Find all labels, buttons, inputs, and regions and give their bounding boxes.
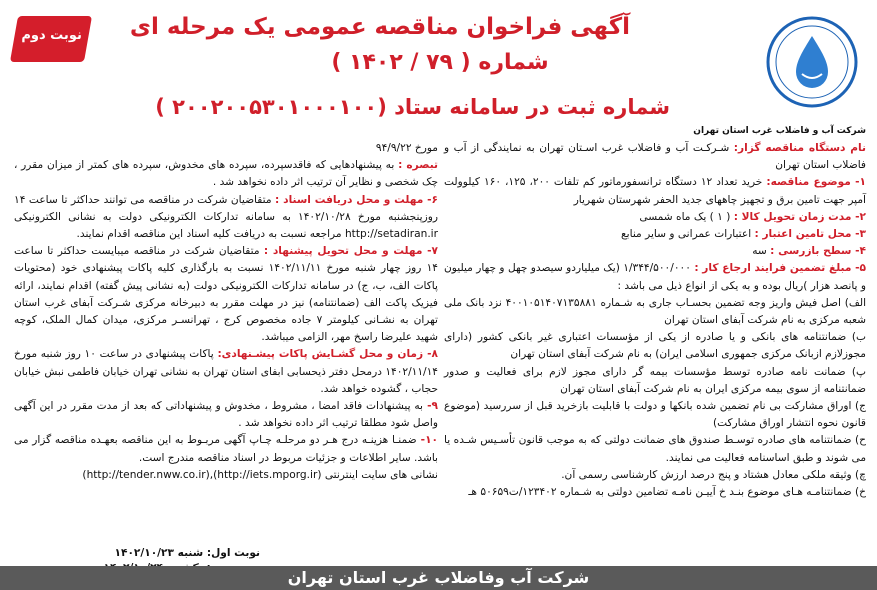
paragraph-text: اعتبارات عمرانی و سایر منابع	[621, 228, 755, 241]
paragraph-label: ۵- مبلغ تضمین فرایند ارجاع کار :	[694, 262, 867, 275]
notice-paragraph	[14, 157, 438, 191]
paragraph-label: ۱۰-	[416, 434, 438, 447]
left-column	[14, 140, 438, 484]
notice-paragraph	[444, 174, 866, 208]
paragraph-text: پ) ضمانت نامه صادره توسط مؤسسات بیمه گر دارای مجوز لازم برای فعالیت و صدور ضمانتنامه از سوی بیمه مرکزی ایران به نام شرکت آبفای استان تهران	[444, 365, 866, 395]
edition-badge-label: نوبت دوم	[21, 28, 82, 43]
paragraph-text: خرید تعداد ۱۲ دستگاه ترانسفورماتور کم تلفات ۲۰۰، ۱۲۵، ۱۶۰ کیلوولت آمپر جهت تامین برق و تجهیز چاههای جدید الحفر شهرستان شهریار	[444, 176, 866, 206]
footer-company-name: شرکت آب وفاضلاب غرب استان تهران	[0, 566, 877, 590]
edition-badge	[10, 16, 92, 62]
notice-paragraph	[444, 329, 866, 363]
company-logo-icon	[764, 14, 860, 110]
paragraph-label: تبصره :	[398, 159, 439, 172]
notice-paragraph	[14, 467, 438, 484]
notice-paragraph	[444, 260, 866, 294]
paragraph-label: ۳- محل تامین اعتبار :	[754, 228, 866, 241]
notice-paragraph	[444, 295, 866, 329]
notice-paragraph	[444, 398, 866, 432]
paragraph-label: ۷- مهلت و محل تحویل پیشنهاد :	[263, 245, 438, 258]
paragraph-text: متقاضیان شرکت در مناقصه میبایست حداکثر تا ساعت ۱۴ روز چهار شنبه مورخ ۱۴۰۲/۱۱/۱۱ نسبت به بارگذاری کلیه پاکات پیشنهادی خود (محتویات پاکات الف، ب، ج) در سامانه تدارکات الکترونیکی دولت (به نشانی پیش گفته) اقدام نمایند، ارائه فیزیک پاکت الف (ضمانتنامه) نیز در مهلت مقرر به دبیرخانه مرکزی شـرکت آبفای غرب استان تهران به نشـانی کیلومتر ۷ جاده مخصوص کرج ، تهرانسـر مرکزی، میدان کمال الملک، کوچه شهید علیرضا راسخ مهر، الزامی میباشد.	[14, 245, 438, 344]
notice-title: آگهی فراخوان مناقصه عمومی یک مرحله ای	[129, 14, 630, 40]
paragraph-text: ضمنـا هزینـه درج هـر دو مرحلـه چـاپ آگهی مربـوط به این مناقصه بعهـده مناقصه گزار می باشد. سایر اطلاعات و جزئیات مربوط در اسناد مناقصه مندرج است.	[14, 434, 438, 464]
setad-registration-number: شماره ثبت در سامانه ستاد (۲۰۰۲۰۰۵۳۰۱۰۰۰۱۰۰ )	[155, 95, 670, 119]
paragraph-text: ج) اوراق مشارکت بی نام تضمین شده بانکها و دولت با قابلیت بازخرید قبل از سررسید (موضوع قانون نحوه انتشار اوراق مشارکت)	[444, 400, 866, 430]
paragraph-text: مورخ ۹۴/۹/۲۲	[375, 142, 438, 154]
notice-paragraph	[14, 346, 438, 398]
paragraph-text: شـرکـت آب و فاضلاب غرب اسـتان تهران به نمایندگی از آب و فاضلاب استان تهران	[444, 142, 866, 172]
paragraph-text: خ) ضمانتنامـه هـای موضوع بنـد خ آییـن نامـه تضامین دولتی به شـماره ۱۲۳۴۰۲/ت۵۰۶۵۹ هـ	[468, 486, 866, 499]
paragraph-text: به پیشنهادات فاقد امضا ، مشروط ، مخدوش و پیشنهاداتی که بعد از مدت مقرر در این آگهی واصل شود مطلقا ترتیب اثر داده نخواهد شد .	[14, 400, 438, 430]
logo-caption: شرکت آب و فاضلاب غرب استان تهران	[693, 126, 866, 136]
notice-paragraph	[444, 140, 866, 174]
notice-paragraph	[14, 243, 438, 346]
notice-paragraph	[14, 192, 438, 244]
first-publication-date: نوبت اول: شنبه ۱۴۰۲/۱۰/۲۳	[114, 547, 260, 559]
notice-paragraph	[444, 226, 866, 243]
notice-paragraph	[14, 432, 438, 466]
paragraph-text: ( ۱ ) یک ماه شمسی	[639, 210, 734, 223]
paragraph-text: ۱/۳۴۴/۵۰۰/۰۰۰ (یک میلیاردو سیصدو چهل و چهار میلیون و پانصد هزار )ریال بوده و به یکی از انواع ذیل می باشد :	[444, 262, 866, 292]
paragraph-text: به پیشنهادهایی که فاقدسپرده، سپرده های مخدوش، سپرده های کمتر از میزان مقرر ، چک شخصی و نظایر آن ترتیب اثر داده نخواهد شد .	[14, 159, 438, 189]
paragraph-label: ۸- زمان و محل گشـایش پاکات پیشـنهادی:	[217, 348, 438, 361]
paragraph-label: ۴- سطح بازرسی :	[770, 245, 866, 258]
paragraph-text: سه	[752, 245, 771, 258]
notice-paragraph	[444, 209, 866, 226]
notice-paragraph	[444, 432, 866, 466]
notice-paragraph	[444, 484, 866, 501]
paragraph-label: ۱- موضوع مناقصه:	[766, 176, 866, 189]
notice-paragraph	[14, 398, 438, 432]
paragraph-label: ۹-	[423, 400, 438, 413]
paragraph-text: الف) اصل فیش واریز وجه تضمین بحسـاب جاری به شـماره ۴۰۰۱۰۵۱۴۰۷۱۳۵۸۸۱ نزد بانک ملی شعبه مرکزی به نام شرکت آبفای استان تهران	[444, 296, 867, 327]
right-column	[444, 140, 866, 501]
paragraph-text: نشانی های سایت اینترنتی (http://iets.mporg.ir),(http://tender.nww.co.ir)	[82, 468, 438, 481]
paragraph-text: ب) ضمانتنامه های بانکی و یا صادره از یکی از مؤسسات اعتباری غیر بانکی کشور (دارای مجوزلازم ازبانک مرکزی جمهوری اسلامی ایران) به نام شرکت آبفای استان تهران	[444, 331, 866, 361]
paragraph-text: ح) ضمانتنامه های صادره توسـط صندوق های ضمانت دولتی که به موجب قانون تأسـیس شـده یا می شوند و طبق اساسنامه فعالیت می نمایند.	[444, 434, 866, 464]
notice-number: شماره ( ۷۹ / ۱۴۰۲ )	[331, 50, 549, 75]
paragraph-text: متقاضیان شرکت در مناقصه می توانند حداکثر تا ساعت ۱۴ روزپنجشنبه مورخ ۱۴۰۲/۱۰/۲۸ به سامانه تدارکات الکترونیکی دولت به نشانی الکترونیکی http://setadiran.ir مراجعه نسبت به دریافت کلیه اسناد این مناقصه اقدام نمایند.	[14, 193, 438, 241]
paragraph-text: پاکات پیشنهادی در ساعت ۱۰ روز شنبه مورخ ۱۴۰۲/۱۱/۱۴ درمحل دفتر ذیحسابی ابفای استان تهران به نشانی تهران خیابان فاطمی نبش خیابان حجاب ، گشوده خواهد شد.	[14, 348, 438, 395]
paragraph-text: چ) وثیقه ملکی معادل هشتاد و پنج درصد ارزش کارشناسی رسمی آن.	[561, 468, 866, 481]
paragraph-label: ۶- مهلت و محل دریافت اسناد :	[275, 193, 438, 206]
notice-paragraph	[444, 467, 866, 484]
paragraph-label: ۲- مدت زمان تحویل کالا :	[733, 210, 866, 223]
notice-paragraph	[444, 243, 866, 260]
notice-paragraph	[14, 140, 438, 157]
paragraph-label: نام دستگاه مناقصه گزار:	[733, 142, 867, 154]
notice-paragraph	[444, 364, 866, 398]
